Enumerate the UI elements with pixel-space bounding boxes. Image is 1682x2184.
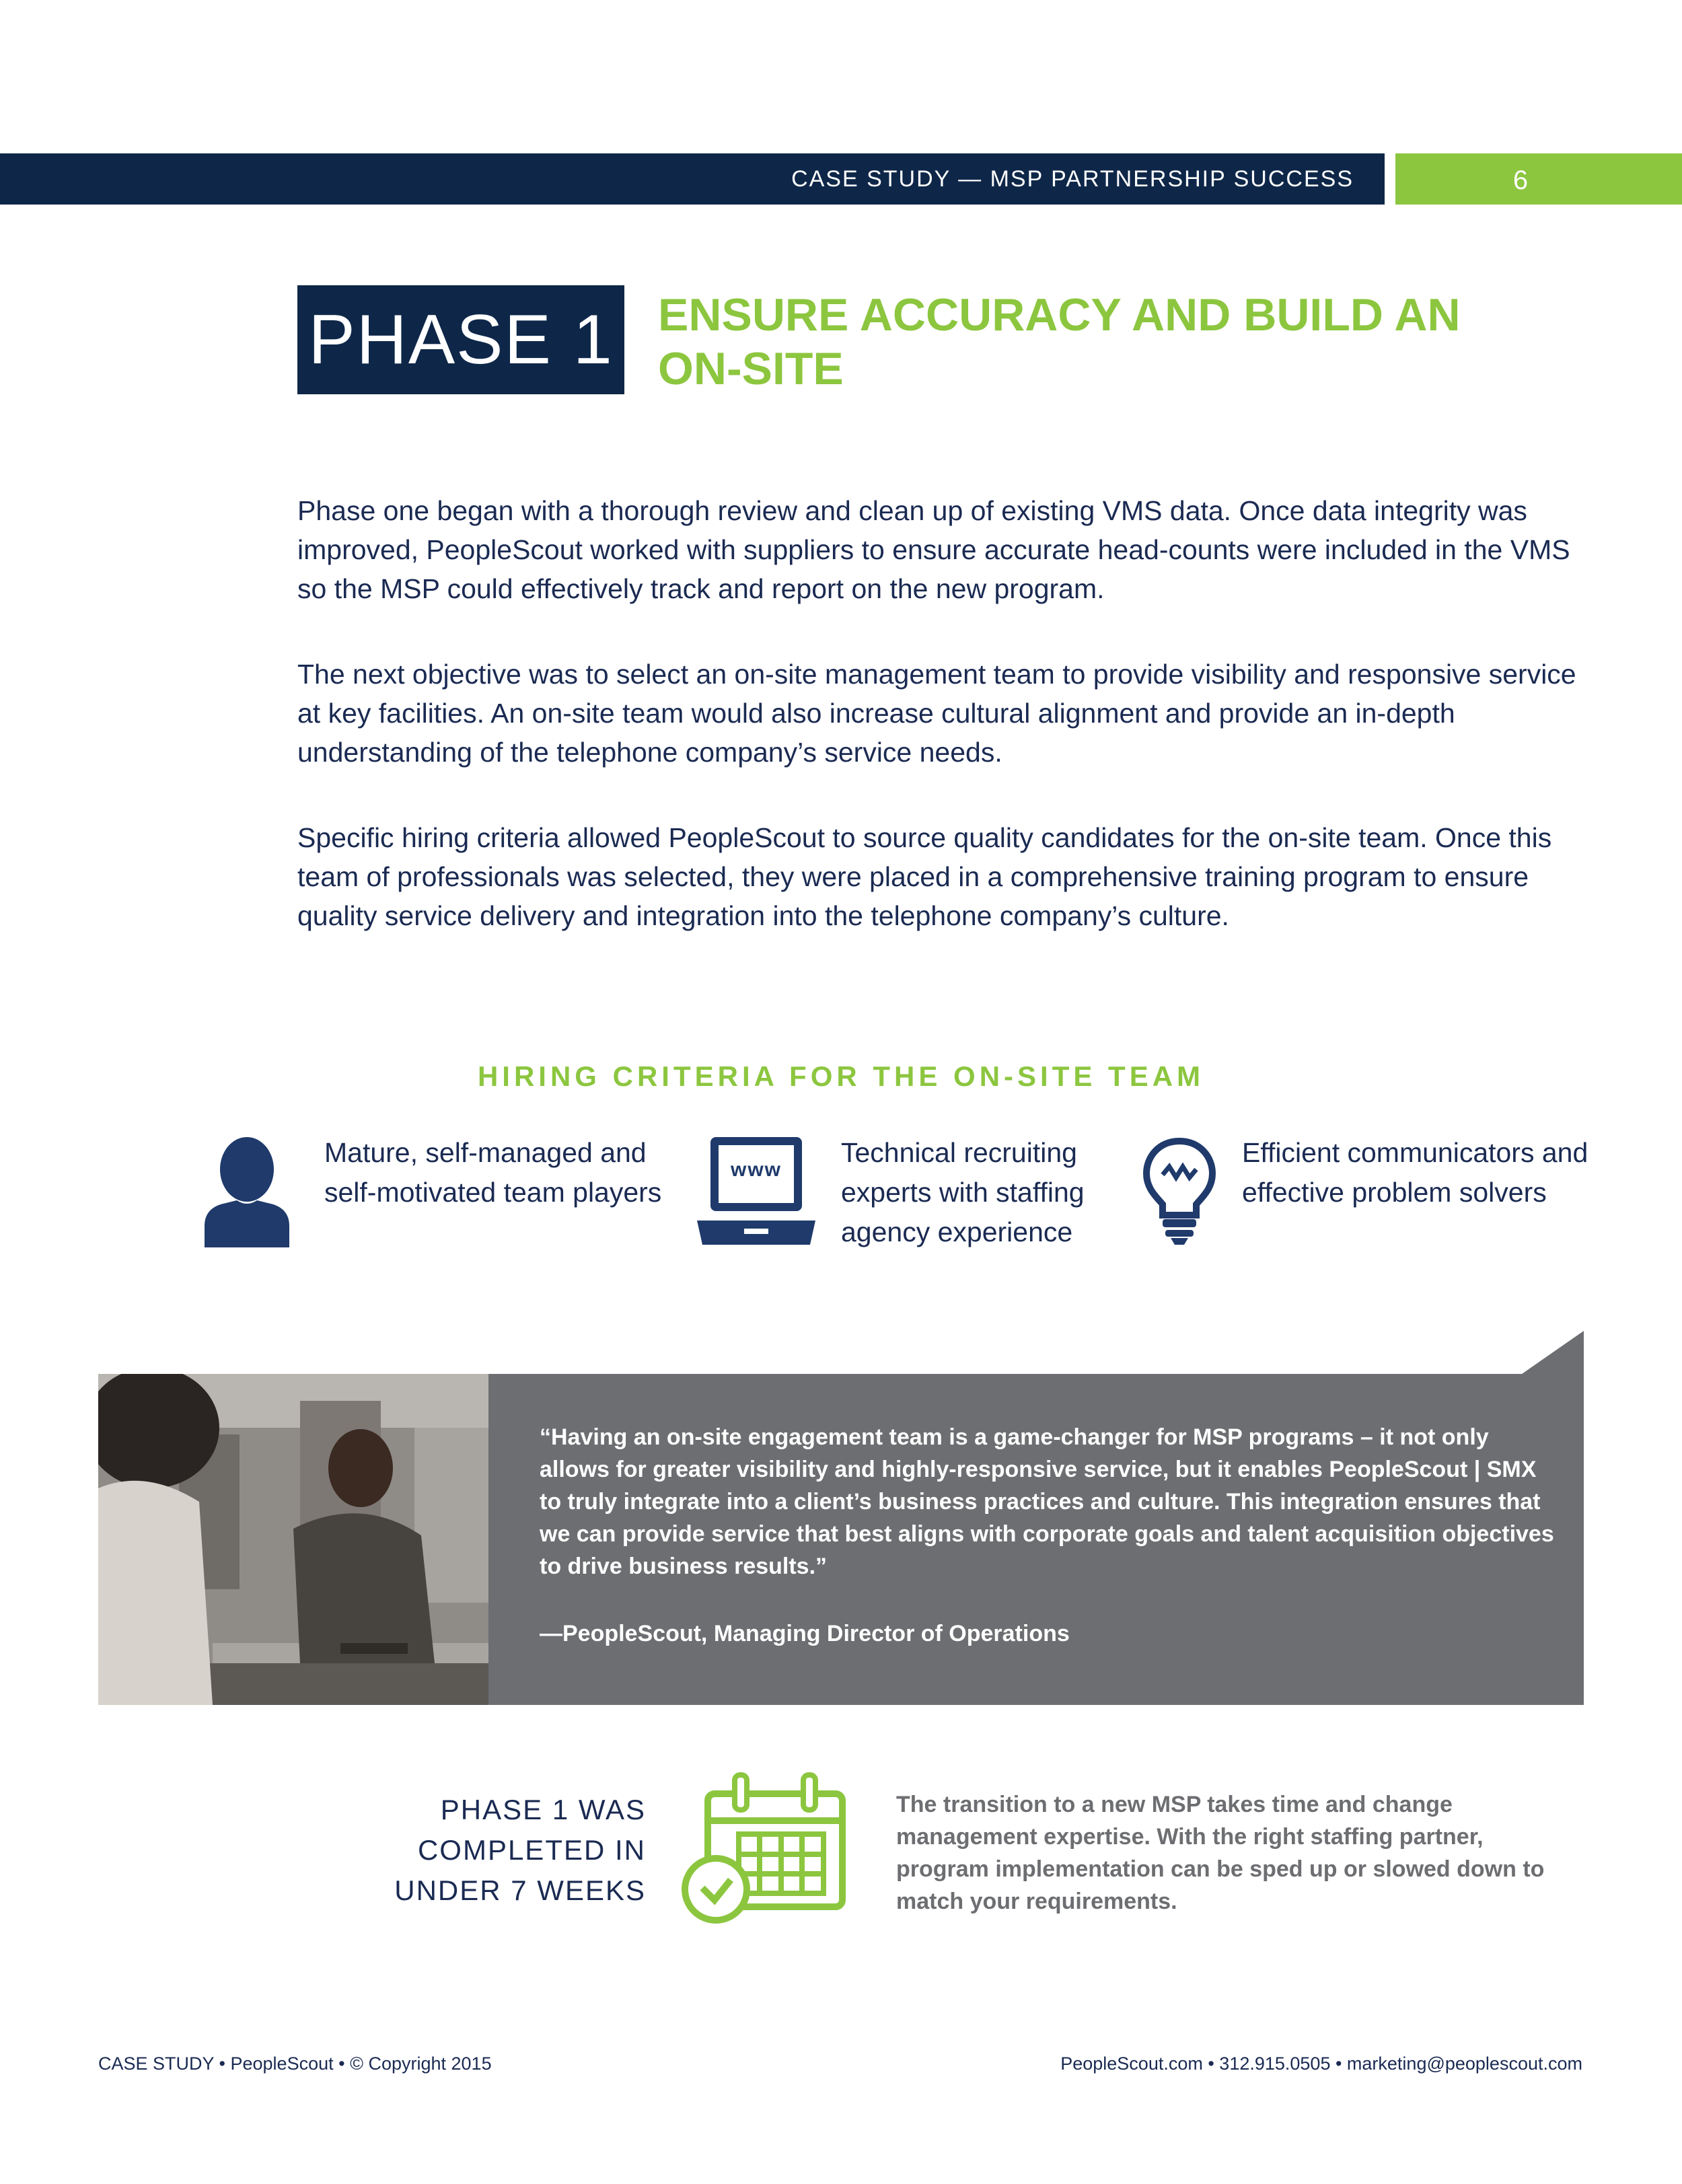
www-label: www — [730, 1159, 782, 1181]
phase-label: PHASE 1 — [297, 285, 624, 394]
paragraph-2: The next objective was to select an on-site management team to provide visibility and responsive service at key facilities. An on-site team would also increase cultural alignment and provide an in-depth understanding of the telephone company’s service needs. — [297, 659, 1576, 768]
office-photo — [98, 1374, 488, 1705]
footer-right: PeopleScout.com • 312.915.0505 • marketing@peoplescout.com — [1060, 2053, 1582, 2074]
completion-text: PHASE 1 WAS COMPLETED IN UNDER 7 WEEKS — [394, 1794, 646, 1906]
criteria-item-1: Mature, self-managed and self-motivated team players — [324, 1137, 662, 1208]
quote-text: “Having an on-site engagement team is a game-changer for MSP programs – it not only allows for greater visibility and highly-responsive service, but it enables PeopleScout | SMX to truly integrate into a client’s business practices and culture. This integration ensures that we can provide service that best aligns with corporate goals and talent acquisition objectives to drive business results.” — [540, 1424, 1554, 1579]
lightbulb-icon — [1142, 1137, 1216, 1245]
phase-heading: ENSURE ACCURACY AND BUILD AN ON-SITE — [658, 289, 1461, 394]
criteria-title: HIRING CRITERIA FOR THE ON-SITE TEAM — [477, 1060, 1205, 1092]
header-title: CASE STUDY — MSP PARTNERSHIP SUCCESS — [791, 166, 1354, 192]
person-icon — [199, 1137, 295, 1247]
page-number: 6 — [1512, 166, 1529, 195]
quote-attribution: —PeopleScout, Managing Director of Operations — [540, 1621, 1070, 1646]
criteria-item-2: Technical recruiting experts with staffing agency experience — [841, 1137, 1085, 1247]
paragraph-3: Specific hiring criteria allowed PeopleScout to source quality candidates for the on-site team. Once this team of professionals was selected, they were placed in a comprehensive training program to ensure quality service delivery and integration into the telephone company’s culture. — [297, 822, 1552, 931]
laptop-www-icon — [697, 1136, 815, 1245]
paragraph-1: Phase one began with a thorough review and clean up of existing VMS data. Once data integrity was improved, PeopleScout worked with suppliers to ensure accurate head-counts were included in the VMS so the MSP could effectively track and report on the new program. — [297, 495, 1570, 604]
criteria-item-3: Efficient communicators and effective problem solvers — [1242, 1137, 1588, 1208]
quote-notch — [1522, 1331, 1584, 1374]
calendar-check-icon — [681, 1770, 853, 1929]
footer-left: CASE STUDY • PeopleScout • © Copyright 2015 — [98, 2053, 492, 2074]
transition-note: The transition to a new MSP takes time and change management expertise. With the right staffing partner, program implementation can be sped up or slowed down to match your requirements. — [896, 1792, 1545, 1914]
